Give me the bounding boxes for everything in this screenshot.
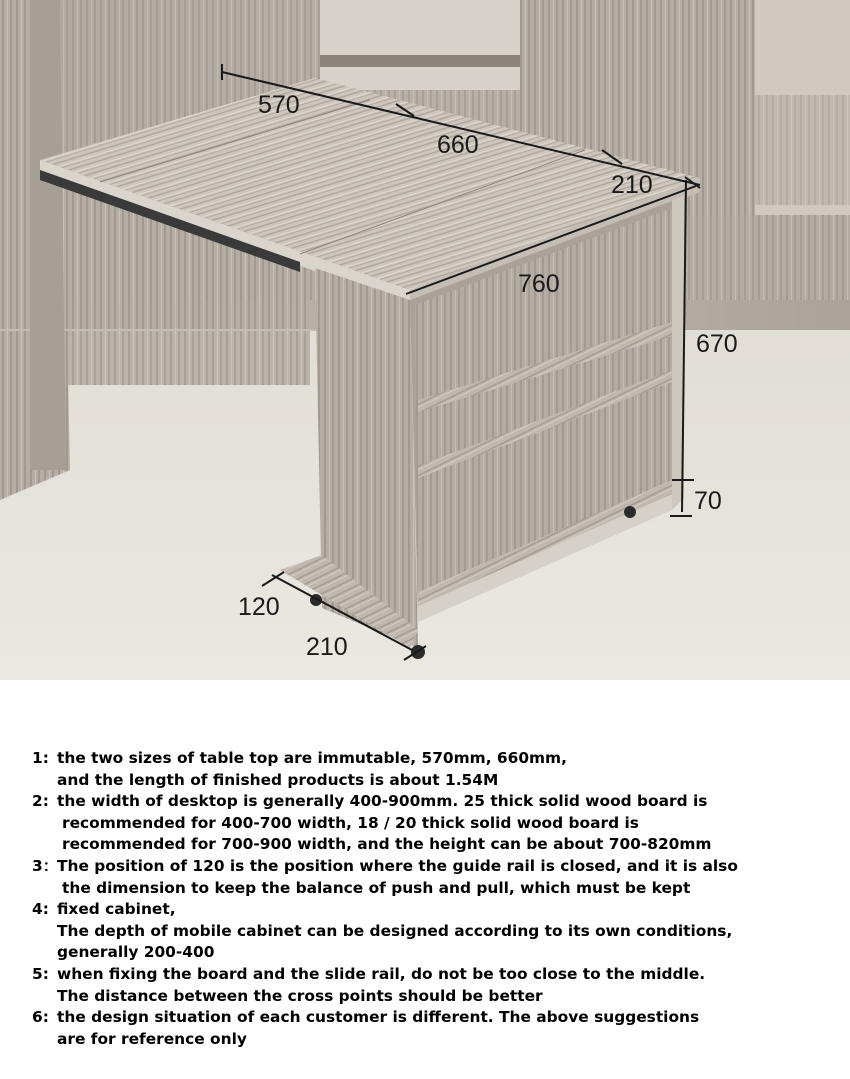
dim-label-660: 660 <box>437 131 479 159</box>
note-line: The position of 120 is the position where the guide rail is closed, and it is also <box>57 856 738 875</box>
note-line: the two sizes of table top are immutable, 570mm, 660mm, <box>57 749 567 767</box>
note-number: 5: <box>32 964 49 983</box>
note-line: recommended for 700-900 width, and the height can be about 700-820mm <box>62 835 712 854</box>
note-line: are for reference only <box>57 1029 247 1048</box>
note-item <box>32 791 842 856</box>
note-line: the design situation of each customer is different. The above suggestions <box>57 1008 700 1027</box>
dim-label-210-base: 210 <box>306 633 348 661</box>
dim-label-70: 70 <box>694 487 722 515</box>
note-number: 3： <box>32 856 59 875</box>
note-line: generally 200-400 <box>57 943 215 962</box>
note-line: and the length of finished products is about 1.54M <box>57 770 499 789</box>
note-line: when fixing the board and the slide rail, do not be too close to the middle. <box>57 964 706 983</box>
note-item <box>32 748 842 791</box>
note-line: fixed cabinet, <box>57 900 176 919</box>
note-line: the dimension to keep the balance of push and pull, which must be kept <box>62 878 691 897</box>
note-item <box>32 856 842 899</box>
note-number: 6: <box>32 1008 49 1027</box>
notes-list <box>32 748 842 1050</box>
note-item <box>32 899 842 964</box>
note-line: The distance between the cross points should be better <box>57 986 543 1005</box>
note-item <box>32 1007 842 1050</box>
dim-label-760: 760 <box>518 270 560 298</box>
note-number: 2: <box>32 792 49 811</box>
note-item <box>32 964 842 1007</box>
dim-label-120: 120 <box>238 593 280 621</box>
note-line: recommended for 400-700 width, 18 / 20 thick solid wood board is <box>62 813 639 832</box>
dim-label-570: 570 <box>258 91 300 119</box>
note-line: The depth of mobile cabinet can be designed according to its own conditions, <box>57 921 733 940</box>
dim-label-210-top: 210 <box>611 171 653 199</box>
note-number: 4: <box>32 900 49 919</box>
note-line: the width of desktop is generally 400-900mm. 25 thick solid wood board is <box>57 792 708 811</box>
dim-label-670: 670 <box>696 330 738 358</box>
note-number: 1: <box>32 749 49 767</box>
